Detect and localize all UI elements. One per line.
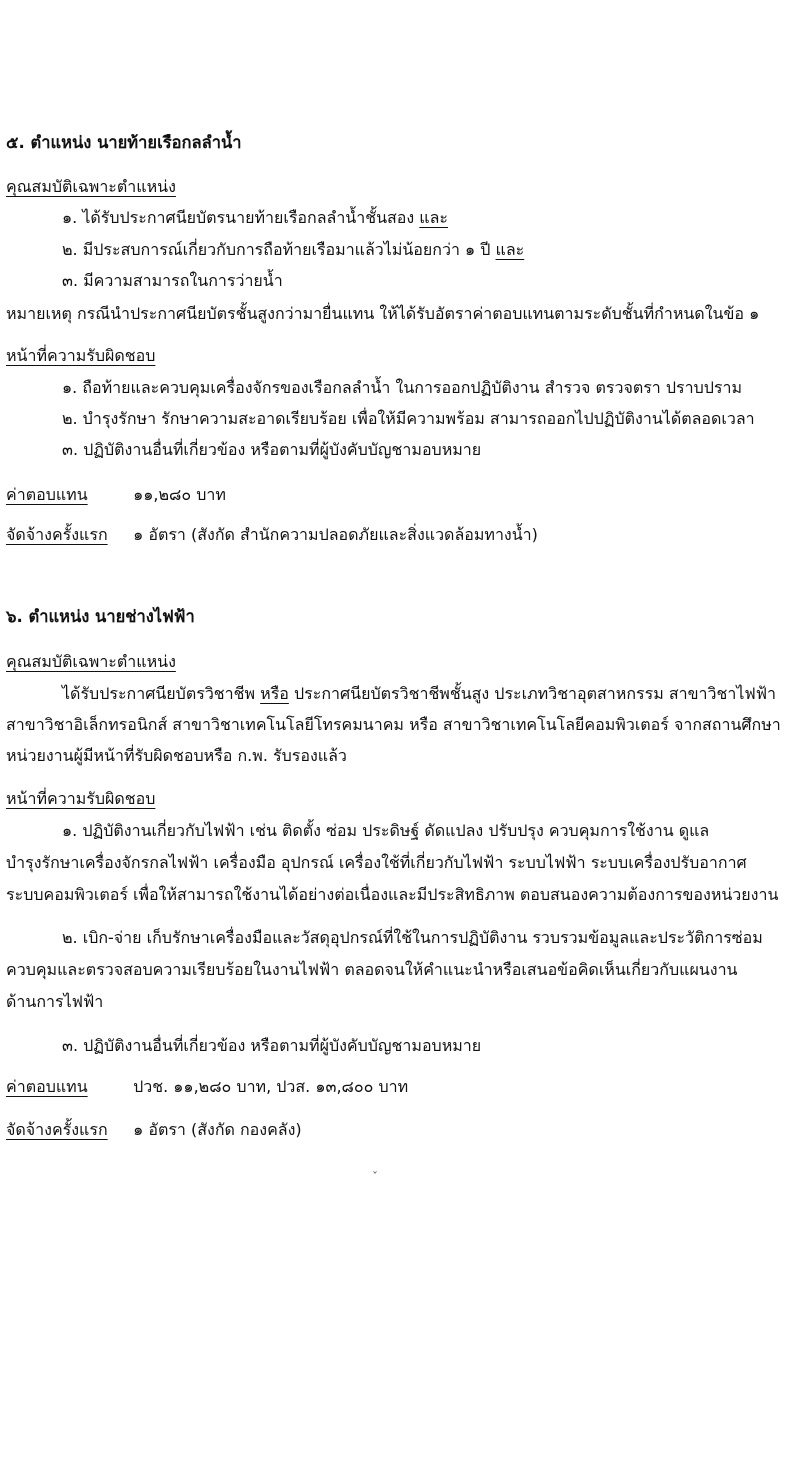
- qualification-conjunction: หรือ: [260, 684, 289, 703]
- section-6-duty-line: ด้านการไฟฟ้า: [6, 992, 104, 1011]
- section-5-qualification-3: [62, 270, 283, 292]
- section-6-heading: ๖. ตำแหน่ง นายช่างไฟฟ้า: [6, 607, 195, 626]
- qualification-conjunction: และ: [495, 240, 525, 259]
- section-5-duty-title: หน้าที่ความรับผิดชอบ: [6, 346, 156, 365]
- footer-mark: ˇ: [372, 1170, 378, 1184]
- section-5-duty-3: ๓. ปฏิบัติงานอื่นที่เกี่ยวข้อง หรือตามที่ผู้บังคับบัญชามอบหมาย: [62, 440, 482, 459]
- section-6-duty-line: บำรุงรักษาเครื่องจักรกลไฟฟ้า เครื่องมือ อุปกรณ์ เครื่องใช้ที่เกี่ยวกับไฟฟ้า ระบบไฟฟ้า ระบบเครื่องปรับอากาศ: [6, 853, 747, 872]
- qualification-text: ๒. มีประสบการณ์เกี่ยวกับการถือท้ายเรือมาแล้วไม่น้อยกว่า ๑ ปี: [62, 240, 491, 259]
- qualification-conjunction: และ: [419, 208, 449, 227]
- section-5-hire: [6, 524, 538, 546]
- section-6-qualification-line-2: สาขาวิชาอิเล็กทรอนิกส์ สาขาวิชาเทคโนโลยีโทรคมนาคม หรือ สาขาวิชาเทคโนโลยีคอมพิวเตอร์ จากสถานศึกษา: [6, 715, 781, 734]
- hire-value: ๑ อัตรา (สังกัด กองคลัง): [133, 1120, 302, 1139]
- hire-value: ๑ อัตรา (สังกัด สำนักความปลอดภัยและสิ่งแวดล้อมทางน้ำ): [133, 525, 538, 544]
- section-6-duty-line: ๑. ปฏิบัติงานเกี่ยวกับไฟฟ้า เช่น ติดตั้ง ซ่อม ประดิษฐ์ ดัดแปลง ปรับปรุง ควบคุมการใช้งาน ดูแล: [62, 821, 710, 840]
- pay-label: ค่าตอบแทน: [6, 1077, 88, 1096]
- qualification-text: ได้รับประกาศนียบัตรวิชาชีพ: [62, 684, 256, 703]
- section-6-qualification-title: คุณสมบัติเฉพาะตำแหน่ง: [6, 652, 176, 671]
- hire-label: จัดจ้างครั้งแรก: [6, 525, 108, 544]
- qualification-text: ๓. มีความสามารถในการว่ายน้ำ: [62, 271, 283, 290]
- section-5-qualification-1: [62, 207, 448, 229]
- section-5-duty-1: ๑. ถือท้ายและควบคุมเครื่องจักรของเรือกลลำน้ำ ในการออกปฏิบัติงาน สำรวจ ตรวจตรา ปราบปราม: [62, 378, 743, 397]
- hire-label: จัดจ้างครั้งแรก: [6, 1120, 108, 1139]
- section-6-duty-title: หน้าที่ความรับผิดชอบ: [6, 789, 156, 808]
- section-6-pay: [6, 1076, 408, 1098]
- section-6-duty-line: ๒. เบิก-จ่าย เก็บรักษาเครื่องมือและวัสดุอุปกรณ์ที่ใช้ในการปฏิบัติงาน รวบรวมข้อมูลและประวัติการซ่อม: [62, 928, 763, 947]
- section-6-qualification-line-1: [62, 683, 776, 705]
- qualification-text: ประกาศนียบัตรวิชาชีพชั้นสูง ประเภทวิชาอุตสาหกรรม สาขาวิชาไฟฟ้า: [293, 684, 777, 703]
- section-5-qualification-title: คุณสมบัติเฉพาะตำแหน่ง: [6, 177, 176, 196]
- pay-label: ค่าตอบแทน: [6, 485, 88, 504]
- section-6-qualification-line-3: หน่วยงานผู้มีหน้าที่รับผิดชอบหรือ ก.พ. รับรองแล้ว: [6, 746, 347, 765]
- section-5-duty-2: ๒. บำรุงรักษา รักษาความสะอาดเรียบร้อย เพื่อให้มีความพร้อม สามารถออกไปปฏิบัติงานได้ตลอดเวลา: [62, 409, 755, 428]
- section-5-qualification-2: [62, 239, 524, 261]
- section-5-note: หมายเหตุ กรณีนำประกาศนียบัตรชั้นสูงกว่ามายื่นแทน ให้ได้รับอัตราค่าตอบแทนตามระดับชั้นที่กำหนดในข้อ ๑: [6, 304, 760, 323]
- pay-value: ๑๑,๒๘๐ บาท: [133, 485, 226, 504]
- section-6-hire: [6, 1119, 302, 1141]
- section-5-pay: [6, 484, 226, 506]
- section-6-duty-line: ควบคุมและตรวจสอบความเรียบร้อยในงานไฟฟ้า ตลอดจนให้คำแนะนำหรือเสนอข้อคิดเห็นเกี่ยวกับแผนงาน: [6, 960, 738, 979]
- section-6-duty-line: ระบบคอมพิวเตอร์ เพื่อให้สามารถใช้งานได้อย่างต่อเนื่องและมีประสิทธิภาพ ตอบสนองความต้องการของหน่วยงาน: [6, 885, 779, 904]
- pay-value: ปวช. ๑๑,๒๘๐ บาท, ปวส. ๑๓,๘๐๐ บาท: [133, 1077, 409, 1096]
- section-6-duty-line: ๓. ปฏิบัติงานอื่นที่เกี่ยวข้อง หรือตามที่ผู้บังคับบัญชามอบหมาย: [62, 1036, 482, 1055]
- section-5-heading: ๕. ตำแหน่ง นายท้ายเรือกลลำน้ำ: [6, 133, 242, 152]
- qualification-text: ๑. ได้รับประกาศนียบัตรนายท้ายเรือกลลำน้ำชั้นสอง: [62, 208, 415, 227]
